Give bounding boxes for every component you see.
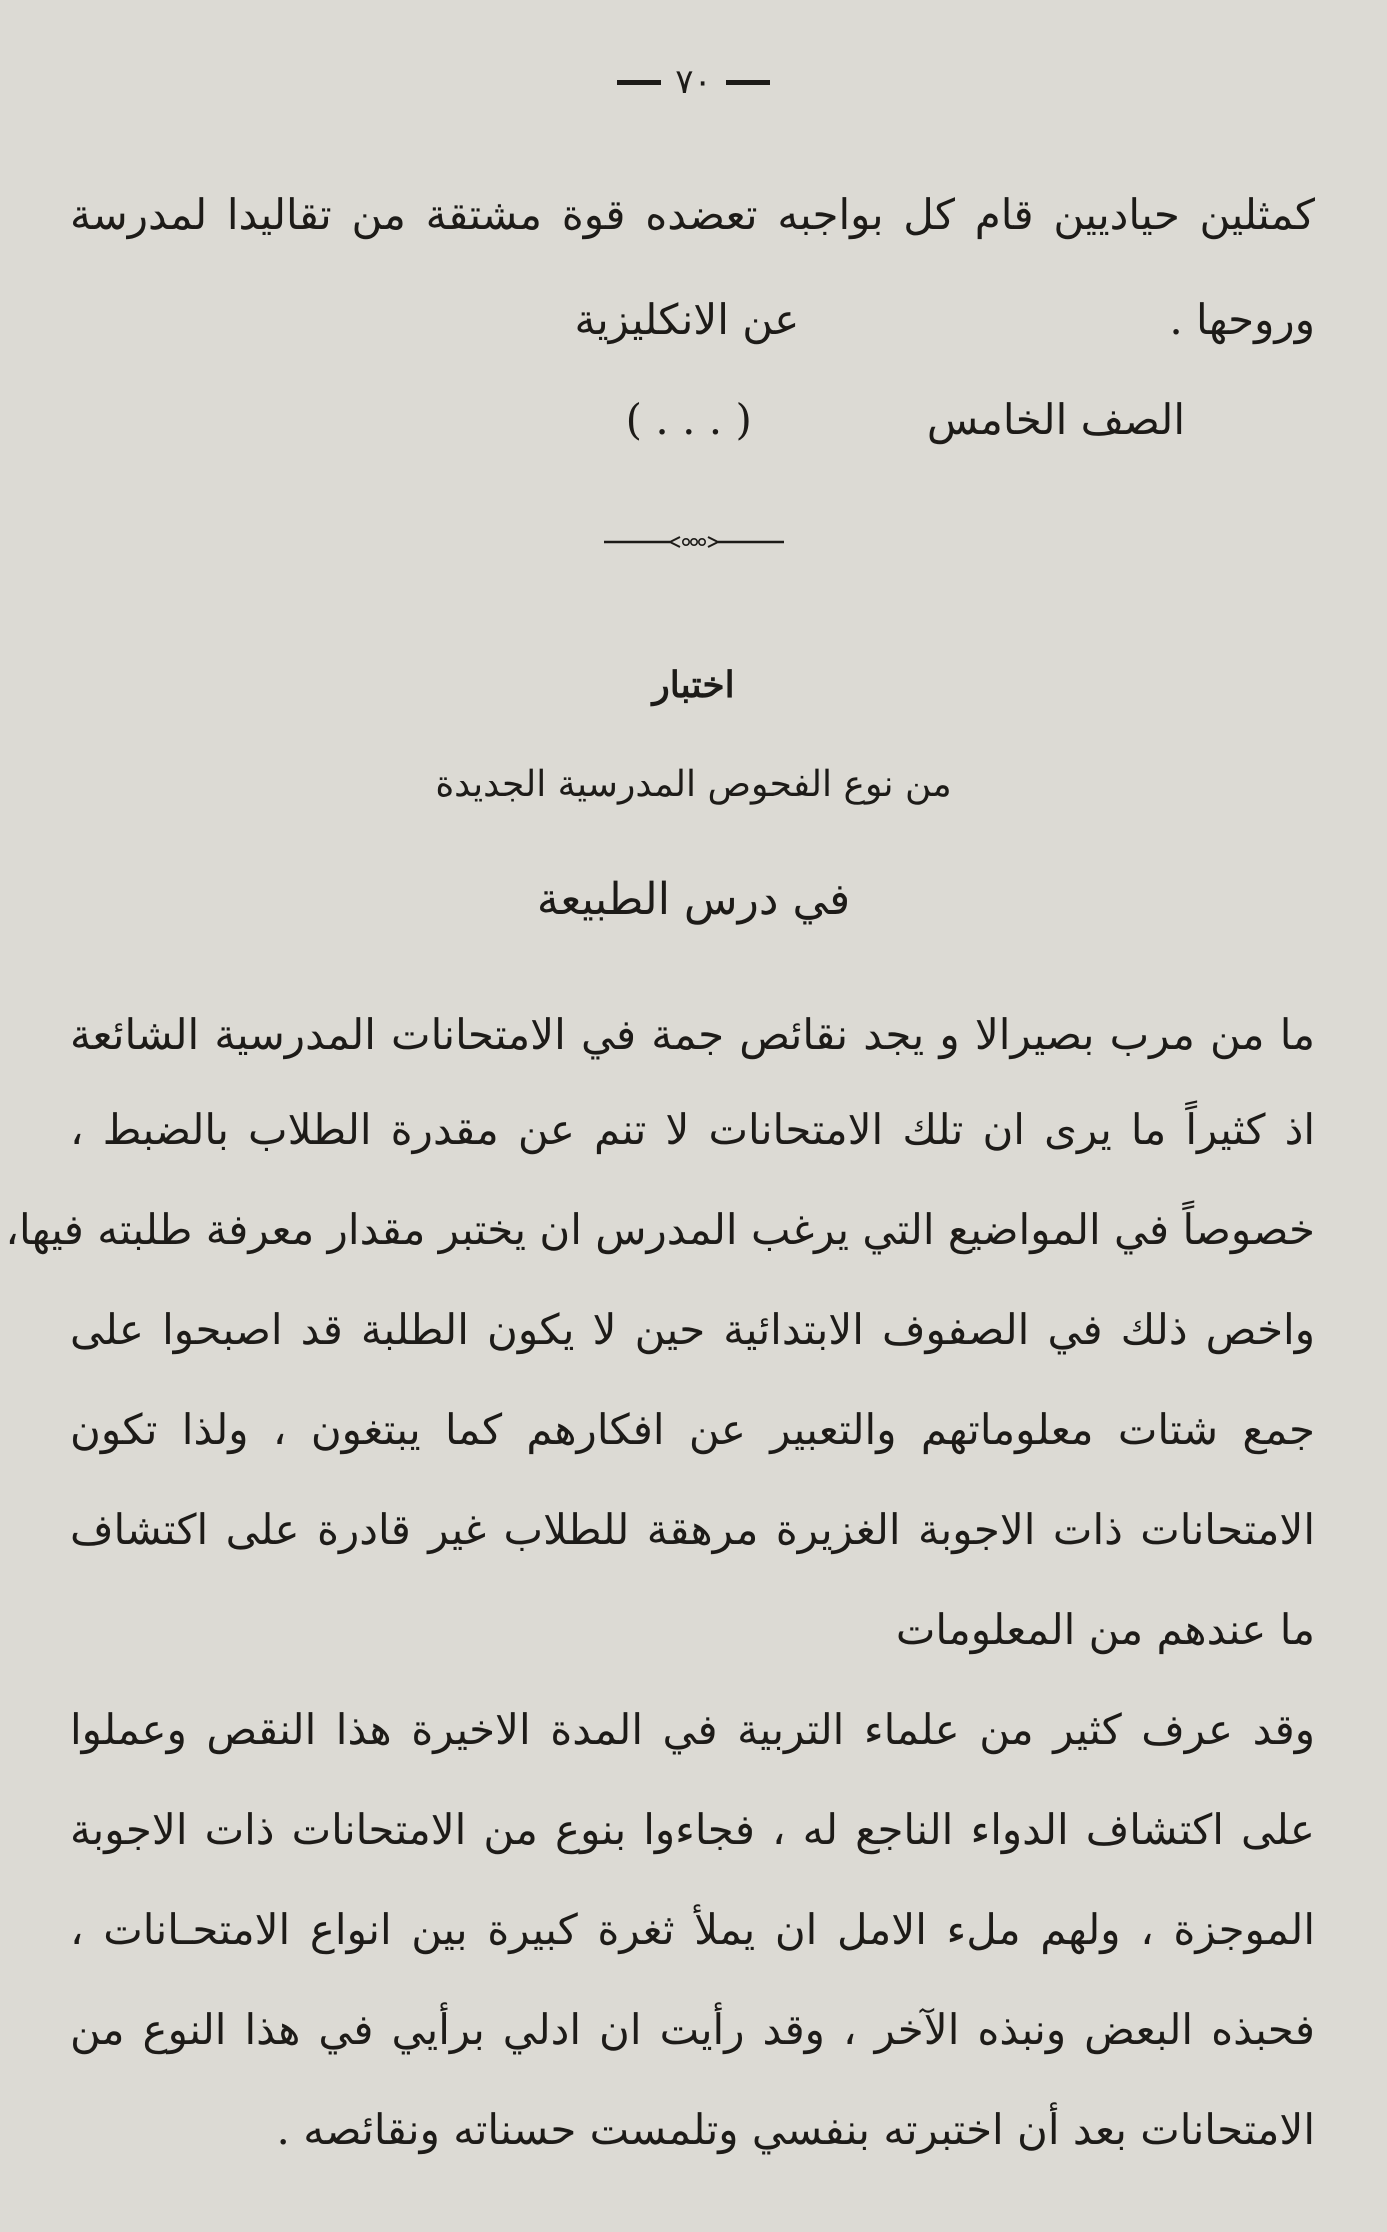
dash-right <box>726 80 770 85</box>
paragraph1-line-5: جمع شتات معلوماتهم والتعبير عن افكارهم كما يبتغون ، ولذا تكون <box>70 1405 1315 1454</box>
paragraph2-line-1: وقد عرف كثير من علماء التربية في المدة الاخيرة هذا النقص وعملوا <box>70 1705 1315 1754</box>
paragraph2-line-4: فحبذه البعض ونبذه الآخر ، وقد رأيت ان ادلي برأيي في هذا النوع من <box>70 2005 1315 2054</box>
top-line-2-text: وروحها . <box>1169 295 1315 344</box>
ornament-icon <box>604 535 784 549</box>
signature-label: الصف الخامس <box>926 395 1185 444</box>
paragraph1-line-4: واخص ذلك في الصفوف الابتدائية حين لا يكون الطلبة قد اصبحوا على <box>70 1305 1315 1354</box>
section-subtitle-1: من نوع الفحوص المدرسية الجديدة <box>435 764 952 805</box>
paragraph2-line-2: على اكتشاف الدواء الناجع له ، فجاءوا بنوع من الامتحانات ذات الاجوبة <box>70 1805 1315 1854</box>
separator-ornament <box>0 535 1387 549</box>
top-line-2 <box>70 290 1315 350</box>
paragraph1-line-1: ما من مرب بصيرالا و يجد نقائص جمة في الامتحانات المدرسية الشائعة <box>70 1010 1315 1059</box>
signature-line <box>70 390 1315 450</box>
paragraph2-line-5: الامتحانات بعد أن اختبرته بنفسي وتلمست حسناته ونقائصه . <box>276 2105 1315 2154</box>
paragraph1-line-3: خصوصاً في المواضيع التي يرغب المدرس ان يختبر مقدار معرفة طلبته فيها، <box>5 1205 1315 1254</box>
paragraph1-line-6: الامتحانات ذات الاجوبة الغزيرة مرهقة للطلاب غير قادرة على اكتشاف <box>70 1505 1315 1554</box>
section-title: اختبار <box>652 664 735 706</box>
paragraph2-line-3: الموجزة ، ولهم ملء الامل ان يملأ ثغرة كبيرة بين انواع الامتحـانات ، <box>70 1905 1315 1954</box>
section-subtitle-2: في درس الطبيعة <box>536 874 851 925</box>
page-number <box>0 62 1387 102</box>
paragraph1-line-7: ما عندهم من المعلومات <box>895 1605 1315 1654</box>
signature-value: ( . . . ) <box>625 395 752 444</box>
paragraph1-line-2: اذ كثيراً ما يرى ان تلك الامتحانات لا تنم عن مقدرة الطلاب بالضبط ، <box>70 1105 1315 1154</box>
page-number-text: ٧٠ <box>675 62 712 102</box>
dash-left <box>617 80 661 85</box>
translation-note: عن الانكليزية <box>574 295 800 344</box>
top-line-1: كمثلين حياديين قام كل بواجبه تعضده قوة مشتقة من تقاليدا لمدرسة <box>70 190 1315 239</box>
